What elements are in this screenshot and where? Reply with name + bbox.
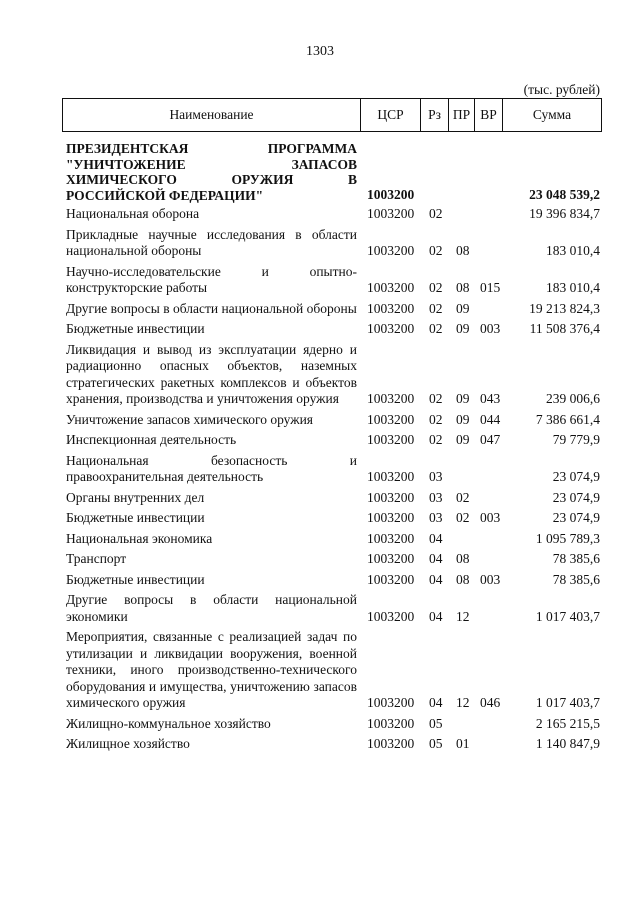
row-csr: 1003200 [367, 571, 415, 587]
row-sum: 19 396 834,7 [529, 206, 600, 221]
row-pr: 08 [456, 280, 470, 295]
row-rz: 02 [429, 321, 443, 336]
row-rz: 03 [429, 489, 443, 505]
column-header-name: Наименование [63, 99, 361, 131]
row-csr: 1003200 [367, 206, 415, 221]
row-rz: 05 [429, 736, 443, 751]
table-row [66, 736, 602, 753]
row-csr: 1003200 [367, 736, 415, 751]
column-header-rz: Рз [421, 99, 449, 131]
column-header-csr: ЦСР [361, 99, 421, 131]
row-pr: 08 [456, 551, 470, 566]
table-row [66, 531, 602, 548]
row-csr: 1003200 [367, 695, 415, 710]
row-sum: 183 010,4 [546, 280, 600, 295]
row-rz: 02 [429, 300, 443, 316]
row-name: Бюджетные инвестиции [66, 571, 205, 587]
table-row [66, 342, 602, 408]
row-vr: 043 [480, 391, 501, 406]
table-row [66, 301, 602, 318]
row-pr: 09 [456, 391, 470, 406]
table-row [66, 510, 602, 527]
row-rz: 04 [429, 608, 443, 624]
row-csr: 1003200 [367, 715, 415, 731]
row-sum: 1 095 789,3 [535, 530, 600, 546]
row-csr: 1003200 [367, 243, 415, 258]
table-row [66, 572, 602, 589]
table-row [66, 206, 602, 223]
table-row [66, 453, 602, 486]
row-sum: 23 048 539,2 [529, 186, 600, 202]
units-label: (тыс. рублей) [523, 82, 600, 97]
row-csr: 1003200 [367, 489, 415, 505]
budget-table [66, 137, 602, 753]
row-name: Бюджетные инвестиции [66, 321, 205, 336]
row-csr: 1003200 [367, 530, 415, 546]
row-sum: 7 386 661,4 [535, 411, 600, 427]
table-row [66, 490, 602, 507]
row-sum: 23 074,9 [552, 510, 600, 525]
row-sum: 2 165 215,5 [535, 715, 600, 731]
row-vr: 047 [480, 432, 501, 447]
row-rz: 04 [429, 551, 443, 566]
row-sum: 1 017 403,7 [535, 608, 600, 624]
row-sum: 19 213 824,3 [529, 300, 600, 316]
row-pr: 09 [456, 432, 470, 447]
row-name: Национальная безопасность и правоохранительная деятельность [66, 452, 357, 484]
row-name: Транспорт [66, 551, 127, 566]
row-csr: 1003200 [367, 432, 415, 447]
row-sum: 1 017 403,7 [535, 695, 600, 710]
row-pr: 09 [456, 411, 470, 427]
row-rz: 02 [429, 391, 443, 406]
column-header-vr: ВР [475, 99, 503, 131]
table-row [66, 412, 602, 429]
row-sum: 23 074,9 [552, 489, 600, 505]
row-csr: 1003200 [367, 469, 415, 484]
row-vr: 003 [480, 571, 501, 587]
row-vr: 044 [480, 411, 501, 427]
row-rz: 02 [429, 411, 443, 427]
row-name: Научно-исследовательские и опытно-конструкторские работы [66, 263, 357, 295]
row-csr: 1003200 [367, 321, 415, 336]
row-name: Прикладные научные исследования в области национальной обороны [66, 226, 357, 258]
table-row [66, 321, 602, 338]
column-header-pr: ПР [449, 99, 475, 131]
table-header [62, 98, 602, 132]
table-row [66, 141, 602, 203]
table-row [66, 227, 602, 260]
row-name: Инспекционная деятельность [66, 432, 237, 447]
row-vr: 003 [480, 510, 501, 525]
row-name: Жилищно-коммунальное хозяйство [66, 715, 271, 731]
row-rz: 02 [429, 243, 443, 258]
row-rz: 04 [429, 530, 443, 546]
row-csr: 1003200 [367, 186, 415, 202]
row-name: Другие вопросы в области национальной экономики [66, 592, 357, 624]
row-pr: 09 [456, 321, 470, 336]
row-rz: 03 [429, 469, 443, 484]
row-vr: 015 [480, 280, 501, 295]
row-pr: 01 [456, 736, 470, 751]
row-pr: 12 [456, 608, 470, 624]
row-sum: 23 074,9 [552, 469, 600, 484]
row-sum: 79 779,9 [552, 432, 600, 447]
row-csr: 1003200 [367, 551, 415, 566]
row-name: Национальная экономика [66, 530, 213, 546]
row-name: Бюджетные инвестиции [66, 510, 205, 525]
row-rz: 02 [429, 432, 443, 447]
row-name: Органы внутренних дел [66, 489, 205, 505]
row-pr: 02 [456, 489, 470, 505]
row-csr: 1003200 [367, 411, 415, 427]
row-csr: 1003200 [367, 280, 415, 295]
row-rz: 04 [429, 571, 443, 587]
page-number: 1303 [306, 44, 334, 59]
table-row [66, 716, 602, 733]
row-sum: 1 140 847,9 [535, 736, 600, 751]
row-rz: 02 [429, 280, 443, 295]
row-vr: 046 [480, 695, 501, 710]
row-sum: 78 385,6 [552, 571, 600, 587]
row-name: Национальная оборона [66, 206, 200, 221]
row-pr: 09 [456, 300, 470, 316]
row-sum: 11 508 376,4 [529, 321, 600, 336]
row-sum: 78 385,6 [552, 551, 600, 566]
row-csr: 1003200 [367, 608, 415, 624]
row-sum: 239 006,6 [546, 391, 600, 406]
row-pr: 02 [456, 510, 470, 525]
row-name: ПРЕЗИДЕНТСКАЯ ПРОГРАММА "УНИЧТОЖЕНИЕ ЗАПАСОВ ХИМИЧЕСКОГО ОРУЖИЯ В РОССИЙСКОЙ ФЕДЕРАЦИИ" [66, 141, 357, 203]
row-name: Уничтожение запасов химического оружия [66, 411, 314, 427]
row-name: Мероприятия, связанные с реализацией задач по утилизации и ликвидации вооружения, военной техники, иного производственно-технического оборудования и имущества, уничтожению запасов химического оружия [66, 629, 357, 710]
row-csr: 1003200 [367, 300, 415, 316]
row-csr: 1003200 [367, 510, 415, 525]
row-pr: 12 [456, 695, 470, 710]
row-rz: 04 [429, 695, 443, 710]
row-csr: 1003200 [367, 391, 415, 406]
table-row [66, 592, 602, 625]
row-rz: 03 [429, 510, 443, 525]
row-name: Жилищное хозяйство [66, 736, 190, 751]
row-rz: 02 [429, 206, 443, 221]
table-row [66, 629, 602, 712]
table-row [66, 432, 602, 449]
column-header-sum: Сумма [532, 107, 572, 122]
row-sum: 183 010,4 [546, 243, 600, 258]
row-pr: 08 [456, 243, 470, 258]
row-pr: 08 [456, 571, 470, 587]
row-vr: 003 [480, 321, 501, 336]
table-row [66, 551, 602, 568]
row-rz: 05 [429, 715, 443, 731]
row-name: Другие вопросы в области национальной обороны [66, 300, 357, 316]
row-name: Ликвидация и вывод из эксплуатации ядерно и радиационно опасных объектов, наземных стратегических ракетных комплексов и объектов хранения, производства и уничтожения оружия [66, 341, 357, 406]
table-row [66, 264, 602, 297]
